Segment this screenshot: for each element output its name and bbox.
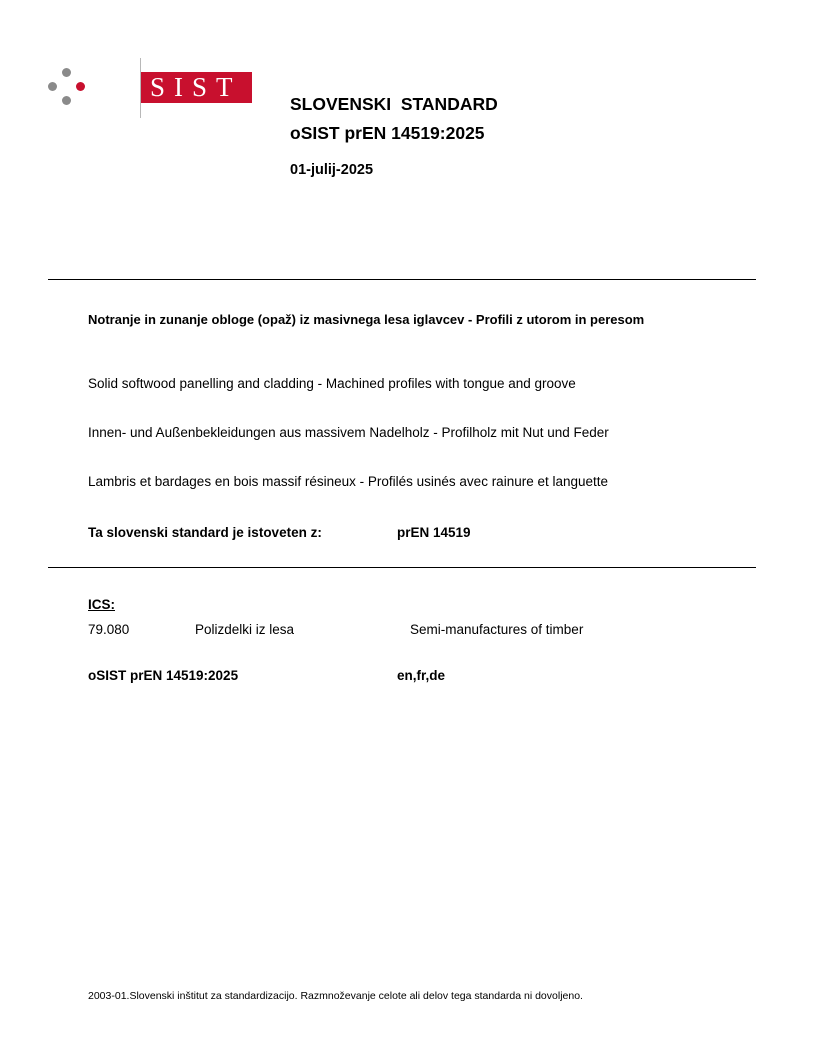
- logo-dot-gray-bottom: [62, 96, 71, 105]
- identical-label: Ta slovenski standard je istoveten z:: [88, 525, 322, 540]
- document-id: oSIST prEN 14519:2025: [88, 668, 239, 683]
- document-languages: en,fr,de: [397, 668, 446, 683]
- ics-code: 79.080: [88, 622, 130, 637]
- logo-wordmark: SIST: [140, 72, 252, 103]
- ics-description-en: Semi-manufactures of timber: [410, 622, 584, 637]
- identical-value: prEN 14519: [397, 525, 471, 540]
- title-english: Solid softwood panelling and cladding - Machined profiles with tongue and groove: [88, 376, 576, 391]
- logo-dot-red: [76, 82, 85, 91]
- standard-number: oSIST prEN 14519:2025: [290, 123, 485, 143]
- bottom-rule: [48, 567, 756, 568]
- logo-dot-gray-top: [62, 68, 71, 77]
- logo-divider: [140, 58, 141, 118]
- ics-description-sl: Polizdelki iz lesa: [195, 622, 295, 637]
- publication-date: 01-julij-2025: [290, 162, 374, 178]
- title-french: Lambris et bardages en bois massif résineux - Profilés usinés avec rainure et languette: [88, 474, 609, 489]
- top-rule: [48, 279, 756, 280]
- copyright-footer: 2003-01.Slovenski inštitut za standardizacijo. Razmnoževanje celote ali delov tega standarda ni dovoljeno.: [88, 990, 583, 1002]
- ics-heading: ICS:: [88, 597, 115, 612]
- title-german: Innen- und Außenbekleidungen aus massivem Nadelholz - Profilholz mit Nut und Feder: [88, 425, 609, 440]
- standard-heading: SLOVENSKI STANDARD: [290, 94, 498, 114]
- sist-logo: [48, 58, 242, 120]
- title-slovenian: Notranje in zunanje obloge (opaž) iz masivnega lesa iglavcev - Profili z utorom in peresom: [88, 312, 645, 327]
- logo-dot-gray-left: [48, 82, 57, 91]
